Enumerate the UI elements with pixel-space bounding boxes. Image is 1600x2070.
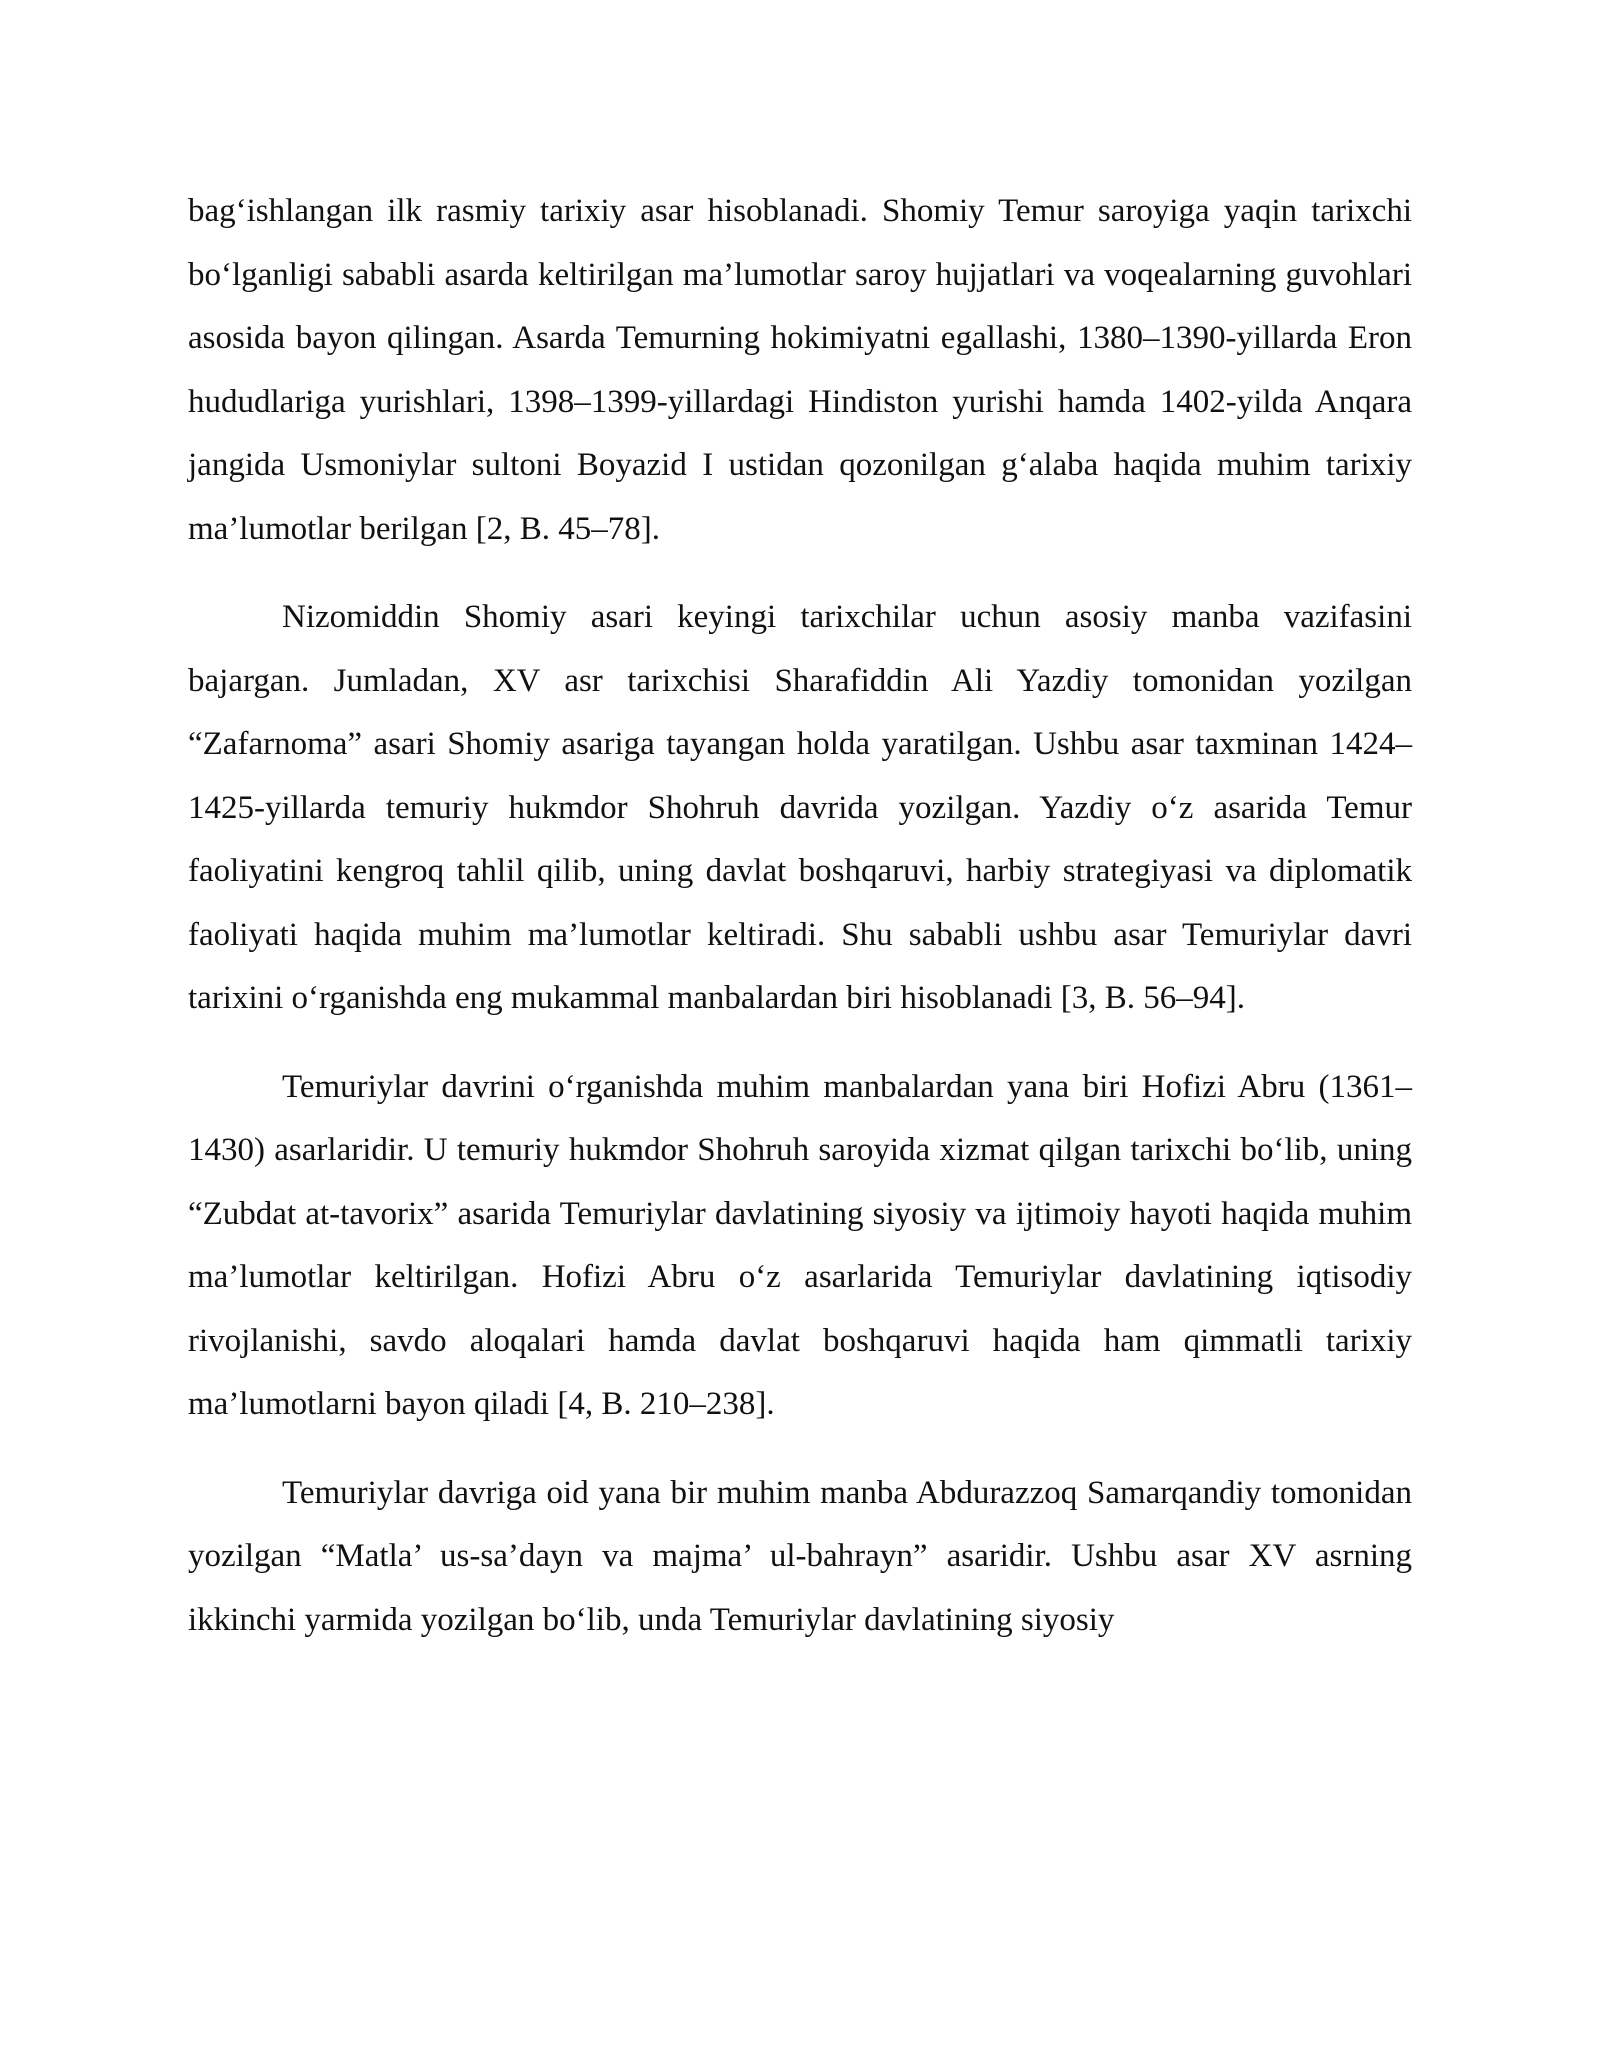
paragraph-3: Temuriylar davrini o‘rganishda muhim manbalardan yana biri Hofizi Abru (1361–1430) asarlaridir. U temuriy hukmdor Shohruh saroyida xizmat qilgan tarixchi bo‘lib, uning “Zubdat at-tavorix” asarida Temuriylar davlatining siyosiy va ijtimoiy hayoti haqida muhim ma’lumotlar keltirilgan. Hofizi Abru o‘z asarlarida Temuriylar davlatining iqtisodiy rivojlanishi, savdo aloqalari hamda davlat boshqaruvi haqida ham qimmatli tarixiy ma’lumotlarni bayon qiladi [4, B. 210–238]. bbox=[188, 1068, 1412, 1422]
document-page bbox=[188, 180, 1412, 1652]
paragraph-1: bag‘ishlangan ilk rasmiy tarixiy asar hisoblanadi. Shomiy Temur saroyiga yaqin tarixchi bo‘lganligi sababli asarda keltirilgan ma’lumotlar saroy hujjatlari va voqealarning guvohlari asosida bayon qilingan. Asarda Temurning hokimiyatni egallashi, 1380–1390-yillarda Eron hududlariga yurishlari, 1398–1399-yillardagi Hindiston yurishi hamda 1402-yilda Anqara jangida Usmoniylar sultoni Boyazid I ustidan qozonilgan g‘alaba haqida muhim tarixiy ma’lumotlar berilgan [2, B. 45–78]. bbox=[188, 193, 1412, 547]
paragraph-2: Nizomiddin Shomiy asari keyingi tarixchilar uchun asosiy manba vazifasini bajargan. Jumladan, XV asr tarixchisi Sharafiddin Ali Yazdiy tomonidan yozilgan “Zafarnoma” asari Shomiy asariga tayangan holda yaratilgan. Ushbu asar taxminan 1424–1425-yillarda temuriy hukmdor Shohruh davrida yozilgan. Yazdiy o‘z asarida Temur faoliyatini kengroq tahlil qilib, uning davlat boshqaruvi, harbiy strategiyasi va diplomatik faoliyati haqida muhim ma’lumotlar keltiradi. Shu sababli ushbu asar Temuriylar davri tarixini o‘rganishda eng mukammal manbalardan biri hisoblanadi [3, B. 56–94]. bbox=[188, 599, 1412, 1016]
paragraph-4: Temuriylar davriga oid yana bir muhim manba Abdurazzoq Samarqandiy tomonidan yozilgan “Matla’ us-sa’dayn va majma’ ul-bahrayn” asaridir. Ushbu asar XV asrning ikkinchi yarmida yozilgan bo‘lib, unda Temuriylar davlatining siyosiy bbox=[188, 1474, 1412, 1638]
